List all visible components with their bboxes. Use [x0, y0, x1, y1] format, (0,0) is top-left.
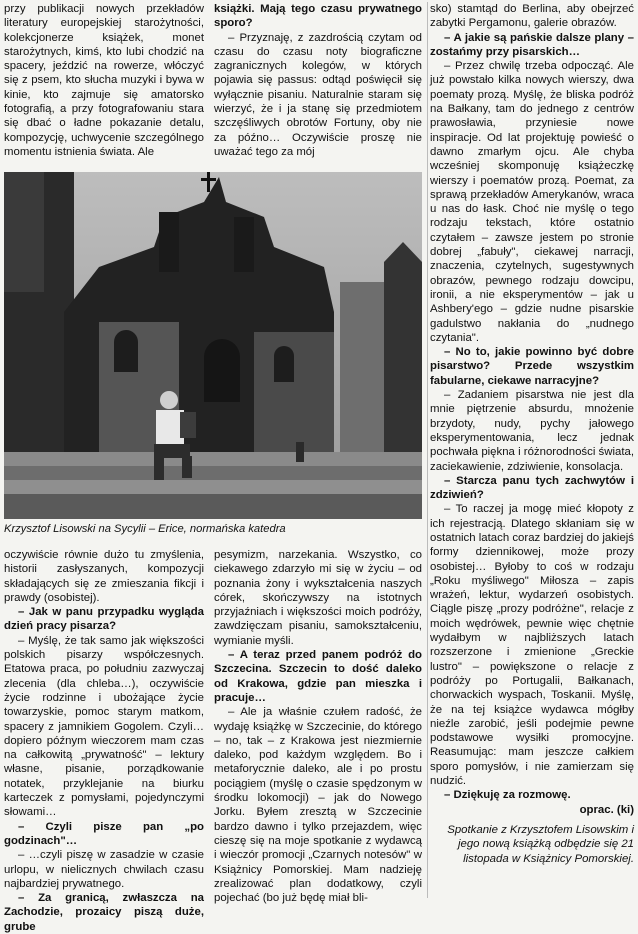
author-signature: oprac. (ki)	[579, 803, 634, 816]
article-column-2	[214, 2, 422, 159]
paragraph: – Przez chwilę trzeba odpocząć. Ale już powstało kilka nowych wierszy, dwa poematy prozą. Myślę, że bliska podróż na Bałkany, tam do jednego z centrów prawosławia, przyniesie nowe inspiracje. Od lat projektuję powieść o dawno zmarłym ojcu. Ale chyba wcześniej skomponuję książeczkę wierszy i poematów prozą. Poemat, za sprawą przekładów Amerykanów, wraca u nas do łask. Choć nie myślę o tego rodzaju tekstach, które ostatnio czytałem – zawsze jestem po stronie dobrej „fabuły", ciekawej narracji, znaczenia, czytelnych, sugestywnych obrazów, pewnego rodzaju dowcipu, ironii, a nie eksperymentów – jak u Ashbery'ego – gdzie nudne pisarskie gadulstwo nakłania do „nudnego czytania".	[430, 60, 634, 344]
cathedral-photo	[4, 172, 422, 519]
interview-question: – A teraz przed panem podróż do Szczecina. Szczecin to dość daleko od Krakowa, gdzie pan mieszka i pracuje…	[214, 649, 422, 704]
interview-question: – Za granicą, zwłaszcza na Zachodzie, prozaicy piszą duże, grube	[4, 892, 204, 933]
paragraph: – To raczej ja mogę mieć kłopoty z ich rejestracją. Dlatego skłaniam się w ostatnich latach coraz bardziej do jakiejś formy dziennikowej, może prozy osobistej… Byłoby to coś w rodzaju „Roku myśliwego" Miłosza – zapis wrażeń, lektur, wydarzeń osobistych. Ciągle piszę „prozy podróżne", relacje z moich wędrówek, pewnie więc chętnie wydałbym w najbliższych latach rozszerzone i zmienione „Greckie lustro" – powiększone o relacje z podróży po Portugalii, Bałkanach, chorwackich wyspach, Toskanii. Myślę, że na tej książce wydawca mógłby nieźle zarobić, jeśli podejmie pewne podstawowe wysiłki promocyjne. Reasumując: mam jeszcze całkiem sporo pomysłów, i nie zamierzam się nudzić.	[430, 503, 634, 788]
paragraph: przy publikacji nowych przekładów literatury europejskiej starożytności, kolekcjonerze książek, monet starożytnych, kimś, kto lubi chodzić na spacery, jeździć na rowerze, włóczyć się z psem, kto słucha muzyki i bywa w kinie, kto zajmuje się amatorsko fotografią, a przy fotografowaniu stara się dbać o ładne pokazanie detalu, kompozycję, uchwycenie szczególnego momentu istnienia świata. Ale	[4, 3, 204, 158]
interview-question: – No to, jakie powinno być dobre pisarstwo? Przede wszystkim fabularne, ciekawe narracyjne?	[430, 346, 634, 387]
interview-question: – A jakie są pańskie dalsze plany – zostańmy przy pisarskich…	[430, 31, 634, 58]
paragraph: – Myślę, że tak samo jak większości polskich pisarzy współczesnych. Etatowa praca, po południu zazwyczaj zlecenia (dla chleba…), oczywiście życie rodzinne i ubożające życie towarzyskie, pomoc starym matkom, spacery z jamnikiem Gogolem. Czyli… dopiero późnym wieczorem mam czas na całkowitą „prywatność" – lektury własne, pisanie, porządkowanie notatek, przyklejanie na biurku karteczek z pomysłami, pojedynczymi słowami…	[4, 634, 204, 819]
interview-question: książki. Mają tego czasu prywatnego sporo?	[214, 3, 422, 30]
paragraph: – …czyli piszę w zasadzie w czasie urlopu, w nielicznych chwilach czasu najbardziej prywatnego.	[4, 849, 204, 890]
event-note: Spotkanie z Krzysztofem Lisowskim i jego nową książką odbędzie się 21 listopada w Książnicy Pomorskiej.	[447, 823, 634, 865]
photo-caption: Krzysztof Lisowski na Sycylii – Erice, normańska katedra	[4, 523, 286, 535]
article-column-5	[214, 548, 422, 905]
paragraph: oczywiście równie dużo tu zmyślenia, historii zasłyszanych, kompozycji składających się ze zmieszania fikcji i prawdy (osobistej).	[4, 549, 204, 604]
paragraph: sko) stamtąd do Berlina, aby obejrzeć zabytki Pergamonu, galerie obrazów.	[430, 3, 634, 30]
article-column-4	[4, 548, 204, 934]
paragraph: – Przyznaję, z zazdrością czytam od czasu do czasu noty biograficzne zagranicznych kolegów, w których pojawia się passus: odtąd poświęcił się wyłącznie pisaniu. Naturalnie staram się wierzyć, że i ja stanę się przedmiotem szczęśliwych obrotów Fortuny, oby nie za późno… Oczywiście proszę nie uważać tego za mój	[214, 31, 422, 158]
paragraph: – Zadaniem pisarstwa nie jest dla mnie piętrzenie absurdu, mnożenie brzydoty, nudy, pychy jałowego eksperymentowania, lecz jednak pochwała piękna i różnorodności świata, zaciekawienie, zdziwienie, konsolacja.	[430, 389, 634, 473]
article-column-1	[4, 2, 204, 159]
interview-question: – Czyli pisze pan „po godzinach"…	[4, 820, 204, 847]
interview-question: – Dziękuję za rozmowę.	[444, 789, 571, 802]
column-rule	[427, 2, 428, 898]
article-column-3	[430, 2, 634, 866]
paragraph: – Ale ja właśnie czułem radość, że wydaję książkę w Szczecinie, do którego – no, tak – z Krakowa jest niezmiernie daleko, pod każdym względem. Bo i metaforycznie daleko, ale i po prostu pociągiem (myślę o czasie spędzonym w środku lokomocji) – jak do Nowego Jorku. Byłem zresztą w Szczecinie bardzo dawno i tylko przejazdem, więc cieszę się na moje spotkanie z wydawcą i wieczór promocji „Czarnych notesów" w Książnicy Pomorskiej. Mam nadzieję zrealizować plan dodatkowy, czyli pojechać (bo już będę miał bli-	[214, 706, 422, 905]
paragraph: pesymizm, narzekania. Wszystko, co ciekawego zdarzyło mi się w życiu – od poznania żony i wykształcenia naszych córek, skończywszy na istotnych przyjaźniach i większości moich podróży, zawdzięczam pisaniu, samokształceniu, wymianie myśli.	[214, 549, 422, 647]
interview-question: – Starcza panu tych zachwytów i zdziwień?	[430, 474, 634, 502]
interview-question: – Jak w panu przypadku wygląda dzień pracy pisarza?	[4, 606, 204, 633]
